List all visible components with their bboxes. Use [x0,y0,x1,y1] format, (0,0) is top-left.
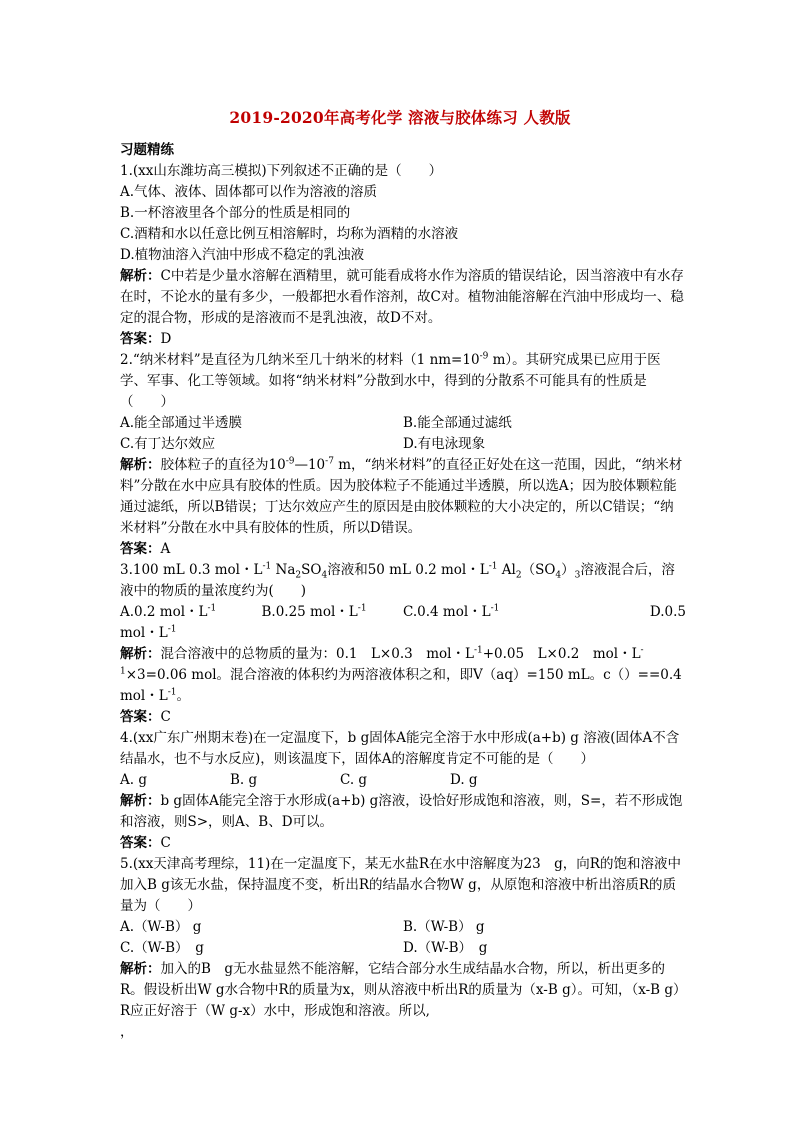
q1-analysis: 解析：C中若是少量水溶解在酒精里，就可能看成将水作为溶质的错误结论，因当溶液中有水存在时，不论水的量有多少，一般都把水看作溶剂，故C对。植物油能溶解在汽油中形成均一、稳定的混合物，形成的是溶液而不是乳浊液，故D不对。 [120,268,684,326]
q1-option-a: A.气体、液体、固体都可以作为溶液的溶质 [120,184,378,200]
q4-option-a: A. g [120,772,147,788]
q2-options-row1 [120,413,686,434]
q5-tail: ， [120,1024,134,1040]
q5-option-a: A.（W-B） g [120,919,202,935]
q5-options-row2 [120,938,686,959]
q1-option-b: B.一杯溶液里各个部分的性质是相同的 [120,205,351,221]
q1-stem: 1.(xx山东潍坊高三模拟)下列叙述不正确的是（ ） [120,163,443,179]
q5-stem: 5.(xx天津高考理综，11)在一定温度下，某无水盐R在水中溶解度为23 g，向R的饱和溶液中加入B g该无水盐，保持温度不变，析出R的结晶水合物W g，从原饱和溶液中析出溶质R的质量为（ ） [120,856,681,914]
answer-label: 答案： [120,331,161,347]
document-body [120,140,694,1043]
page-title: 2019-2020年高考化学 溶液与胶体练习 人教版 [229,108,571,127]
q2-analysis: 解析：胶体粒子的直径为$10^{-9}—10^{-7}$ m，“纳米材料”的直径正好处在这一范围，因此，“纳米材料”分散在水中应具有胶体的性质。因为胶体粒子不能通过半透膜，所以选A；因为胶体颗粒能通过滤纸，所以B错误；丁达尔效应产生的原因是由胶体颗粒的大小决定的，所以C错误；“纳米材料”分散在水中具有胶体的性质，所以D错误。 [120,456,683,536]
q3-option-b: B.0.25 mol・$L^{-1}$ [261,603,367,620]
q4-stem: 4.(xx广东广州期末卷)在一定温度下，b g固体A能完全溶于水中形成(a+b) g 溶液(固体A不含结晶水，也不与水反应)，则该温度下，固体A的溶解度肯定不可能的是（ ） [120,730,680,767]
q2-option-b: B.能全部通过滤纸 [403,415,512,431]
q2-options-row2 [120,434,686,455]
section-heading: 习题精练 [120,142,174,158]
q5-option-c: C.（W-B） g [120,940,204,956]
q1-option-d: D.植物油溶入汽油中形成不稳定的乳浊液 [120,247,365,263]
q3-analysis: 解析：混合溶液中的总物质的量为：0.1 L×0.3 mol・$L^{-1}+0.05$ L×0.2 mol・$L^{-1}\times 3=0.06$ mol。混合溶液的体积约为两溶液体积之和，即V（aq）=150 mL。c（）==0.4 mol・$L^{-1}$。 [120,645,682,704]
analysis-label: 解析： [120,268,161,284]
q4-option-b: B. g [230,772,258,788]
q3-options-row [120,602,686,623]
q1-option-c: C.酒精和水以任意比例互相溶解时，均称为酒精的水溶液 [120,226,459,242]
q2-answer: 答案：A [120,541,171,557]
q5-option-b: B.（W-B） g [403,919,485,935]
q3-option-d: D.0.5 [649,604,686,620]
q5-option-d: D.（W-B） g [403,940,488,956]
q4-option-c: C. g [340,772,368,788]
q3-answer: 答案：C [120,709,171,725]
q5-options-row1 [120,917,686,938]
q2-option-d: D.有电泳现象 [403,436,486,452]
q4-option-d: D. g [450,772,478,788]
q2-option-c: C.有丁达尔效应 [120,436,216,452]
q2-stem: 2.“纳米材料”是直径为几纳米至几十纳米的材料（1 $nm=10^{-9}$ m）。其研究成果已应用于医学、军事、化工等领域。如将“纳米材料”分散到水中，得到的分散系不可能具有的性质是（ ） [120,351,661,410]
q1-answer: 答案：D [120,331,172,347]
q3-option-d-cont: mol・$L^{-1}$ [120,624,177,641]
q4-options-row [120,770,686,791]
q5-analysis: 解析：加入的B g无水盐显然不能溶解，它结合部分水生成结晶水合物，所以，析出更多的R。假设析出W g水合物中R的质量为x，则从溶液中析出R的质量为（x-B g）。可知，（x-B g） R应正好溶于（W g-x）水中，形成饱和溶液。所以, [120,961,694,1019]
q3-stem: 3.100 mL 0.3 mol・$L^{-1}$ $Na_2SO_4$溶液和50 mL 0.2 mol・$L^{-1}$ $Al_2(SO_4)_3$溶液混合后，溶液中的物质的量浓度约为( ) [120,561,675,599]
q4-analysis: 解析：b g固体A能完全溶于水形成(a+b) g溶液，设恰好形成饱和溶液，则，S=，若不形成饱和溶液，则S>，则A、B、D可以。 [120,793,683,830]
q3-option-c: C.0.4 mol・$L^{-1}$ [403,603,500,620]
q2-option-a: A.能全部通过半透膜 [120,415,243,431]
q3-option-a: A.0.2 mol・$L^{-1}$ [120,603,217,620]
q4-answer: 答案：C [120,835,171,851]
